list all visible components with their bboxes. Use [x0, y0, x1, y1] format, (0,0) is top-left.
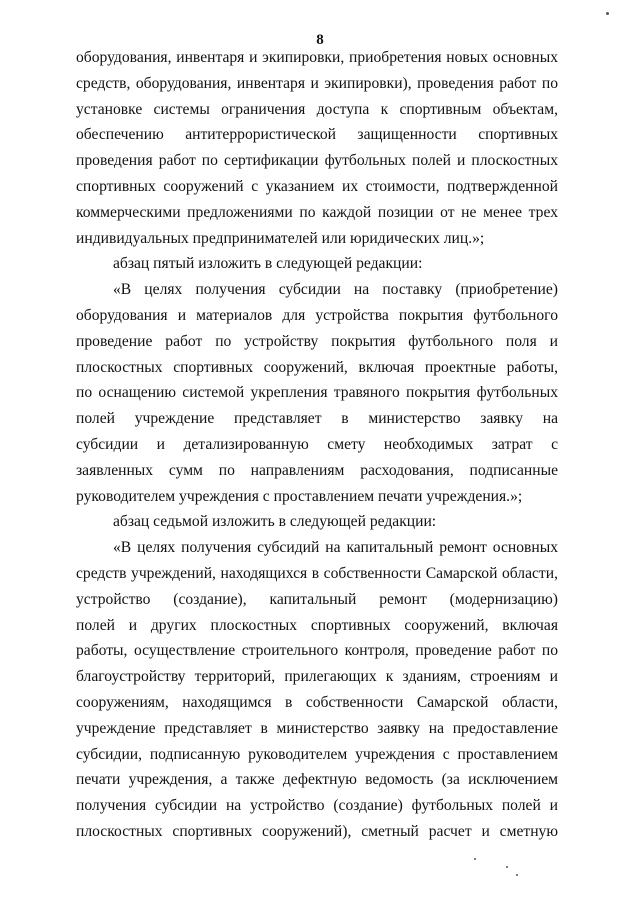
- text-line: учреждение представляет в министерство заявку на предоставление: [76, 719, 558, 737]
- text-line: коммерческими предложениями по каждой позиции от не менее трех: [76, 203, 558, 221]
- text-line: индивидуальных предпринимателей или юридических лиц.»;: [76, 229, 485, 247]
- text-line: средств учреждений, находящихся в собственности Самарской области,: [76, 564, 558, 582]
- text-line: субсидии, подписанную руководителем учреждения с проставлением: [76, 745, 558, 763]
- text-line: полей учреждение представляет в министерство заявку на: [76, 410, 558, 428]
- text-line: работы, осуществление строительного контроля, проведение работ по: [76, 642, 558, 660]
- text-line: проведения работ по сертификации футбольных полей и плоскостных: [76, 152, 558, 170]
- text-line: проведение работ по устройству покрытия футбольного поля и: [76, 332, 558, 350]
- text-line: «В целях получения субсидий на капитальный ремонт основных: [113, 539, 558, 557]
- scan-speck: [516, 874, 518, 876]
- text-line: сооружениям, находящимся в собственности Самарской области,: [76, 693, 558, 711]
- text-line: по оснащению системой укрепления травяного покрытия футбольных: [76, 384, 558, 402]
- text-line: плоскостных спортивных сооружений), сметный расчет и сметную: [76, 822, 558, 840]
- text-line: установке системы ограничения доступа к спортивным объектам,: [76, 100, 558, 118]
- text-line: руководителем учреждения с проставлением печати учреждения.»;: [76, 487, 523, 505]
- page-number: 8: [316, 32, 324, 48]
- text-line: средств, оборудования, инвентаря и экипировки), проведения работ по: [76, 74, 558, 92]
- text-line: благоустройству территорий, прилегающих к зданиям, строениям и: [76, 668, 558, 686]
- scan-speck: [506, 866, 508, 868]
- text-line: абзац пятый изложить в следующей редакции:: [113, 255, 423, 273]
- text-line: субсидии и детализированную смету необходимых затрат с: [76, 435, 558, 453]
- text-line: абзац седьмой изложить в следующей редакции:: [113, 513, 437, 531]
- text-line: спортивных сооружений с указанием их стоимости, подтвержденной: [76, 177, 558, 195]
- text-line: полей и других плоскостных спортивных сооружений, включая: [76, 616, 558, 634]
- text-line: оборудования и материалов для устройства покрытия футбольного: [76, 306, 558, 324]
- scan-speck: [474, 858, 476, 860]
- scan-speck: [606, 12, 609, 15]
- text-line: устройство (создание), капитальный ремонт (модернизацию): [76, 590, 558, 608]
- text-line: получения субсидии на устройство (создание) футбольных полей и: [76, 797, 558, 815]
- text-line: обеспечению антитеррористической защищенности спортивных: [76, 126, 558, 144]
- text-line: печати учреждения, а также дефектную ведомость (за исключением: [76, 771, 558, 789]
- text-line: оборудования, инвентаря и экипировки, приобретения новых основных: [76, 49, 558, 66]
- text-line: «В целях получения субсидии на поставку (приобретение): [113, 281, 558, 299]
- text-line: заявленных сумм по направлениям расходования, подписанные: [76, 461, 558, 479]
- text-line: плоскостных спортивных сооружений, включая проектные работы,: [76, 358, 558, 376]
- body-text: [76, 45, 558, 845]
